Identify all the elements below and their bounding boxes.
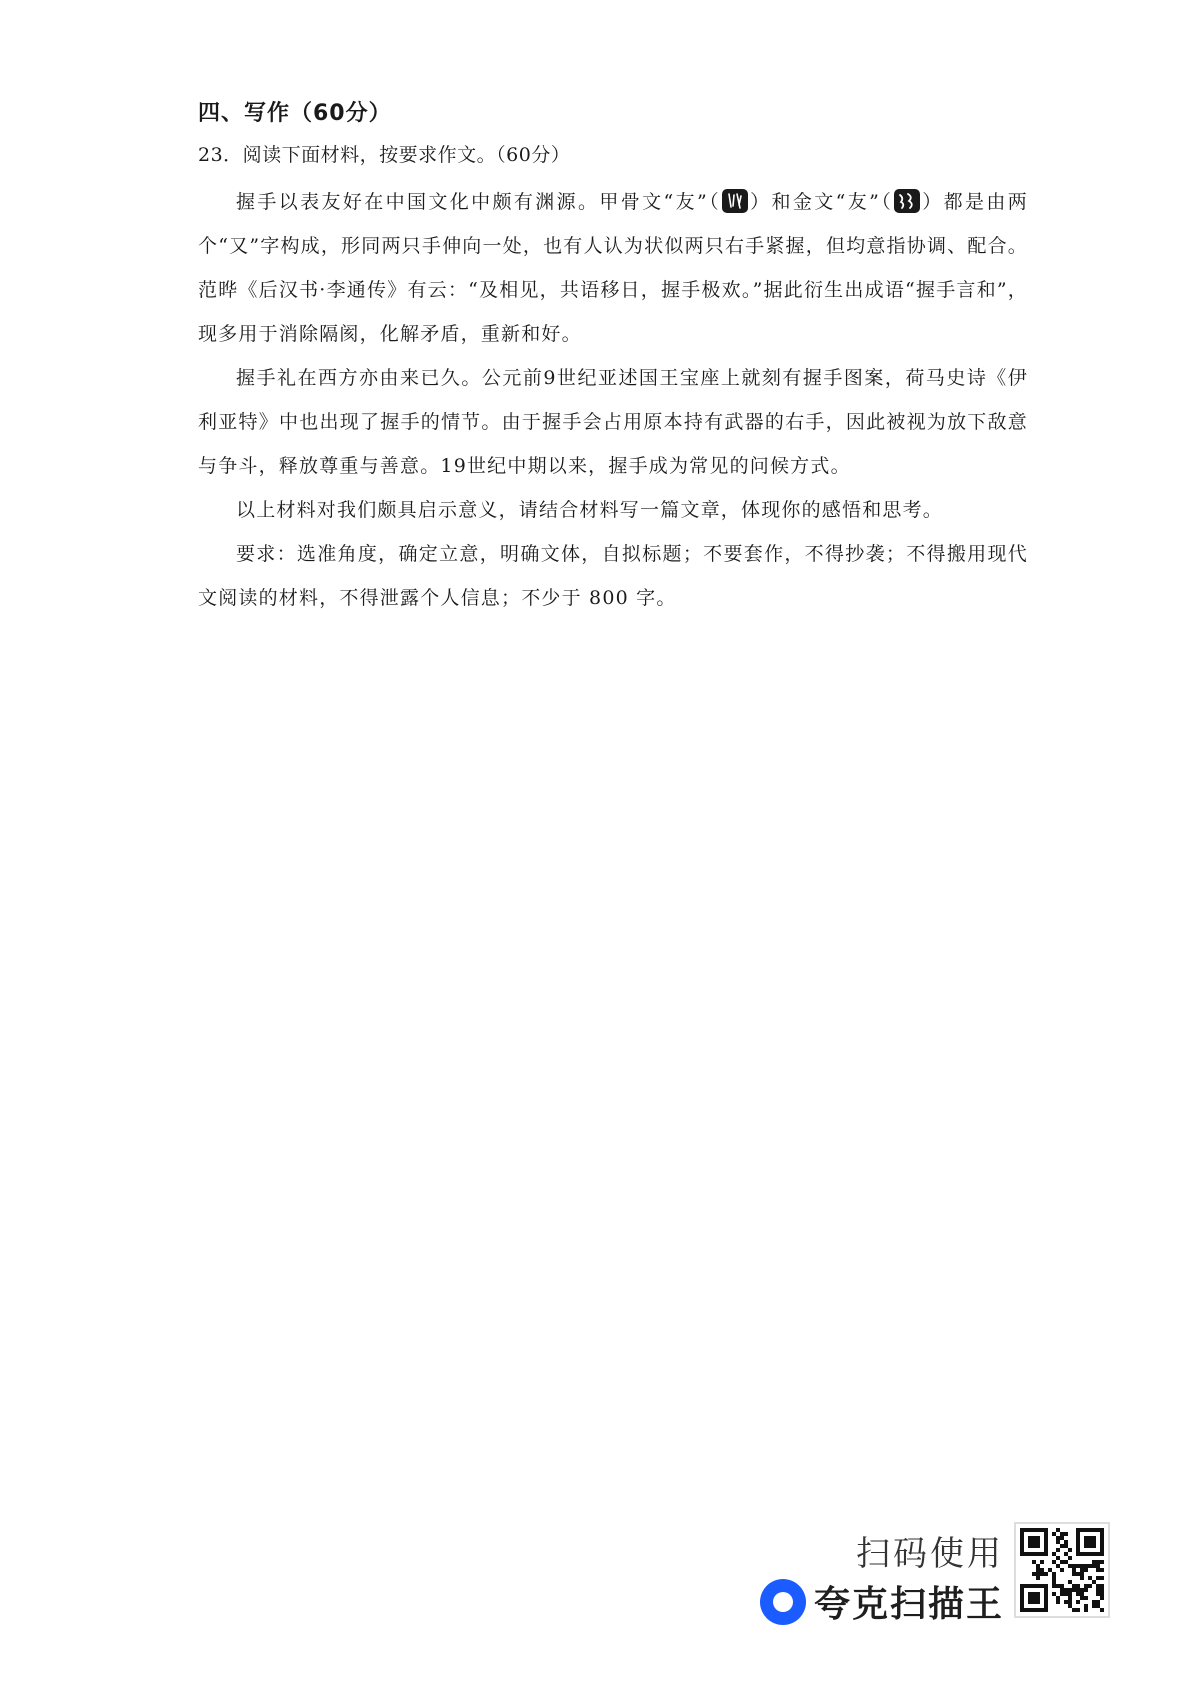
scan-label: 扫码使用 — [856, 1534, 1004, 1574]
brand-name: 夸克扫描王 — [813, 1584, 1004, 1625]
material-body — [198, 180, 1028, 620]
material-paragraph-2: 握手礼在西方亦由来已久。公元前9世纪亚述国王宝座上就刻有握手图案，荷马史诗《伊利亚特》中也出现了握手的情节。由于握手会占用原本持有武器的右手，因此被视为放下敌意与争斗，释放尊重与善意。19世纪中期以来，握手成为常见的问候方式。 — [198, 367, 1028, 477]
scanner-watermark — [750, 1522, 1110, 1632]
writing-requirements: 要求：选准角度，确定立意，明确文体，自拟标题；不要套作，不得抄袭；不得搬用现代文阅读的材料，不得泄露个人信息；不少于 800 字。 — [198, 543, 1028, 609]
brand — [760, 1576, 1004, 1627]
oracle-bone-you-glyph-icon — [722, 189, 748, 213]
material-paragraph-3: 以上材料对我们颇具启示意义，请结合材料写一篇文章，体现你的感悟和思考。 — [236, 499, 944, 521]
material-paragraph-1-text-a: 握手以表友好在中国文化中颇有渊源。甲骨文“友”（ — [236, 191, 721, 213]
bronze-inscription-you-glyph-icon — [894, 189, 920, 213]
section-title: 四、写作（60分） — [198, 101, 392, 126]
material-paragraph-1 — [198, 180, 1028, 356]
quark-logo-icon — [760, 1579, 806, 1625]
material-paragraph-1-text-c: ）都是由两个“又”字构成，形同两只手伸向一处，也有人认为状似两只右手紧握，但均意指协调、配合。范晔《后汉书·李通传》有云：“及相见，共语移日，握手极欢。”据此衍生出成语“握手言和”，现多用于消除隔阂，化解矛盾，重新和好。 — [198, 191, 1028, 345]
question-prompt: 23．阅读下面材料，按要求作文。（60分） — [198, 144, 571, 166]
qr-code-icon[interactable] — [1014, 1522, 1110, 1618]
material-paragraph-1-text-b: ）和金文“友”（ — [748, 191, 894, 213]
